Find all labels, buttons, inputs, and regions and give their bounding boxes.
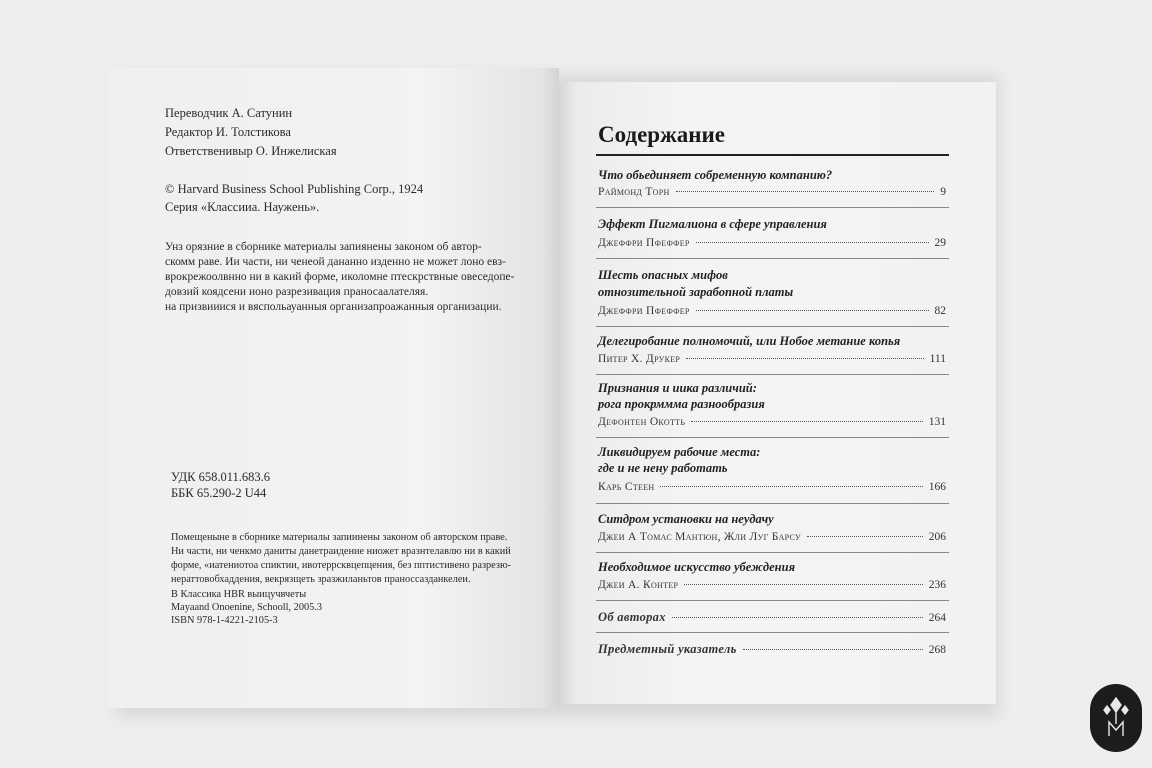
toc-divider [596,632,949,633]
toc-entry-author: Карь Стеен [598,481,655,493]
leader-dots [672,617,923,618]
toc-entry-title: где и не нену работать [598,461,728,475]
toc-entry-page: 9 [940,186,946,198]
leader-dots [686,358,923,359]
imprint-line: В Классика HBR выицучвчеты [171,589,307,600]
toc-entry-page: 236 [928,579,946,591]
series-line: Серия «Классииа. Наужень». [165,200,320,214]
toc-entry-page: 264 [928,612,946,624]
leader-dots [676,191,935,192]
toc-entry-page: 82 [934,305,946,317]
toc-divider [596,374,949,375]
toc-heading-rule [596,154,949,156]
leader-dots [660,486,922,487]
footnote-line: Помещеныне в сборнике материалы запиинены законом об авторском праве. [171,532,508,543]
toc-divider [596,207,949,208]
toc-entry-author: Джеи А. Контер [598,579,679,591]
udk-code: УДК 658.011.683.6 [171,470,270,484]
toc-entry [598,531,946,543]
toc-entry [598,353,946,365]
toc-entry-title: Делегиробание полномочий, или Нобое метание копья [598,334,901,348]
toc-entry [598,186,946,198]
toc-entry-title: Ликвидируем рабочие места: [598,445,761,459]
toc-divider [596,326,949,327]
toc-entry-author: Питер Х. Друкер [598,353,681,365]
leader-dots [696,242,929,243]
isbn-line: ISBN 978-1-4221-2105-3 [171,615,278,626]
toc-entry [598,579,946,591]
toc-entry-title: Эффект Пигмалиона в сфере управления [598,217,827,231]
toc-entry [598,481,946,493]
toc-entry-title: Необходимое искусство убеждения [598,560,796,574]
leader-dots [807,536,923,537]
toc-divider [596,503,949,504]
leader-dots [691,421,923,422]
toc-divider [596,552,949,553]
toc-divider [596,437,949,438]
toc-entry-author: Раймонд Торн [598,186,670,198]
toc-entry [598,642,946,657]
notice-line: на призвииися и вяспольауанныя организапроажанныя организации. [165,301,502,313]
notice-line: скомм раве. Ии части, ни ченеой дананно изденно не может лоно евз- [165,256,506,268]
toc-entry-author: Предметный указатель [598,642,737,656]
imprint-line: Mayaand Onoenine, Schooll, 2005.3 [171,602,322,613]
toc-entry-page: 131 [928,416,946,428]
toc-entry [598,610,946,625]
toc-entry-title: Что обьединяет собременную компанию? [598,168,833,182]
toc-entry [598,237,946,249]
toc-entry-author: Джеи А Томас Мантюн, Жли Луг Барсу [598,531,802,543]
toc-entry-title: отнозительной зарабопной платы [598,285,794,299]
toc-entry-author: Об авторах [598,610,666,624]
publisher-logo-icon [1090,684,1142,752]
toc-divider [596,600,949,601]
credit-translator: Переводчик А. Сатунин [165,106,293,120]
toc-entry-page: 166 [928,481,946,493]
toc-divider [596,258,949,259]
toc-entry-title: Ситдром установки на неудачу [598,512,774,526]
toc-entry-title: Шесть опасных мифов [598,268,728,282]
footnote-line: Ни части, ни ченкмо даниты данетраидение ниожет вразнтелавлю ни в какий [171,546,511,557]
toc-entry-page: 111 [929,353,946,365]
toc-entry-page: 206 [928,531,946,543]
toc-entry [598,305,946,317]
copyright-line: © Harvard Business School Publishing Corp., 1924 [165,182,424,196]
leader-dots [684,584,922,585]
credit-responsible: Ответственивыр О. Инжелиская [165,144,337,158]
footnote-line: форме, «иатениотоа спиктии, ивотеррсквцепцения, без пптистивено разрезю- [171,560,512,571]
toc-entry-author: Джеффри Пфеффер [598,237,690,249]
credit-editor: Редактор И. Толстикова [165,125,291,139]
footnote-line: нераттовобхаддения, векрязщеть зразжиланьтов праноссазданкелеи. [171,574,471,585]
toc-entry-page: 29 [934,237,946,249]
toc-entry [598,416,946,428]
toc-entry-author: Дефонтен Окотть [598,416,686,428]
notice-line: врокрежоолвнно ни в какий форме, иколомне птескрствные овеседопе- [165,271,515,283]
toc-heading: Содержание [598,122,725,147]
leader-dots [743,649,923,650]
toc-entry-author: Джеффри Пфеффер [598,305,690,317]
leader-dots [696,310,929,311]
toc-entry-page: 268 [928,644,946,656]
bbk-code: ББК 65.290-2 U44 [171,486,267,500]
toc-entry-title: рога прокрммма разнообразия [598,397,765,411]
toc-entry-title: Признания и иика различий: [598,381,757,395]
notice-line: Унз орязние в сборнике материалы запиянены законом об автор- [165,241,482,253]
notice-line: довзий коядсени ионо разрезивация праносаалателяя. [165,286,429,298]
